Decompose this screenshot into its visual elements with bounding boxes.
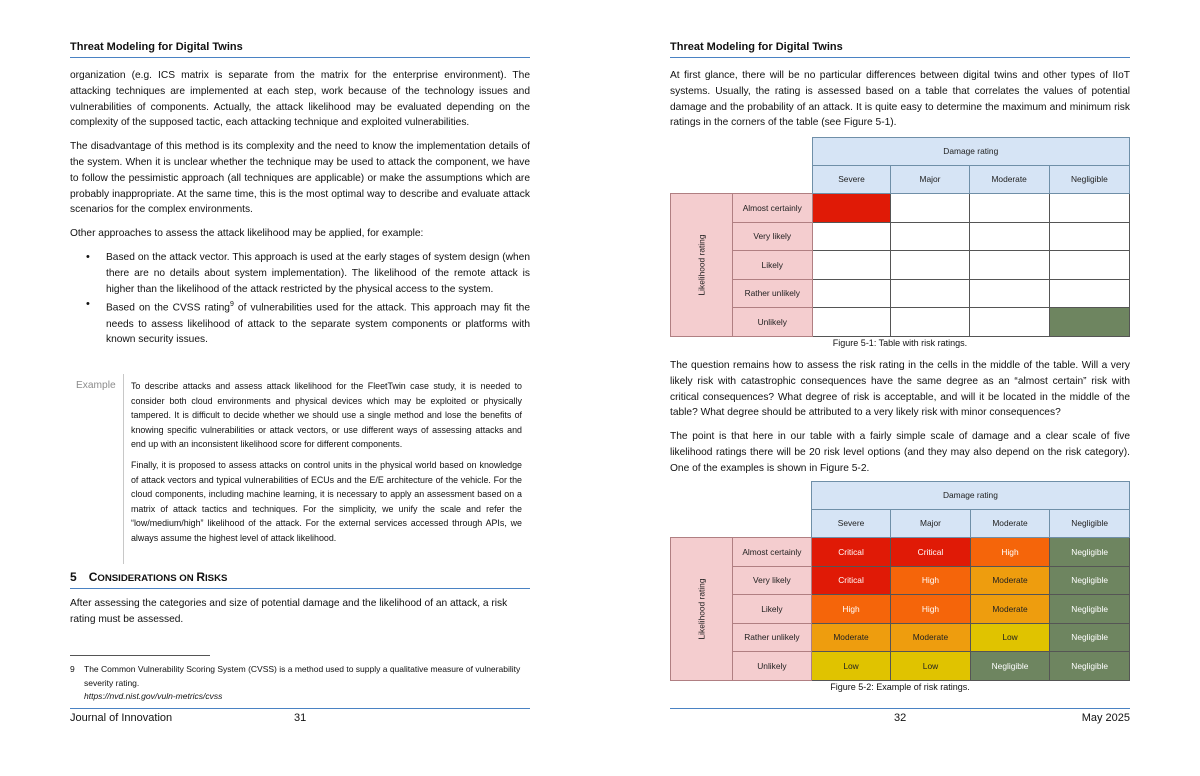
bullet-list xyxy=(70,250,530,348)
risk-cell xyxy=(969,308,1049,337)
risk-cell xyxy=(812,194,891,223)
risk-cell xyxy=(1049,251,1129,280)
table-row xyxy=(671,623,1130,652)
table-row xyxy=(671,279,1130,308)
paragraph: The disadvantage of this method is its complexity and the need to know the implementation details of the system. When it is unclear whether the technique may be used to attack the component, we have to follow the pessimistic approach (all techniques are applicable) or make the assumptions which are probably inappropriate. At the same time, this is the most optimal way to describe and evaluate attack scenarios for the complex environments. xyxy=(70,141,530,216)
table-row xyxy=(671,222,1130,251)
paragraph: At first glance, there will be no particular differences between digital twins and other types of IIoT systems. Usually, the rating is assessed based on a table that correlates the values of potential damage and the probability of an attack. It is quite easy to determine the maximum and minimum risk ratings in the corners of the table (see Figure 5-1). xyxy=(670,70,1130,129)
right-page xyxy=(670,0,1130,776)
paragraph: Other approaches to assess the attack likelihood may be applied, for example: xyxy=(70,228,424,240)
table-row xyxy=(671,652,1130,681)
table-row xyxy=(671,308,1130,337)
paragraph: The point is that here in our table with a fairly simple scale of damage and a clear scale of five likelihood ratings there will be 20 risk level options (and they may also depend on the risk category). One of the examples is shown in Figure 5-2. xyxy=(670,431,1130,474)
list-item xyxy=(106,250,530,297)
footer-journal: Journal of Innovation xyxy=(70,712,173,724)
risk-cell: Critical xyxy=(811,538,890,567)
risk-cell: Negligible xyxy=(1050,652,1130,681)
risk-cell xyxy=(812,308,891,337)
risk-table-figure-5-1 xyxy=(670,137,1130,337)
section-title-part: ONSIDERATIONS ON xyxy=(97,573,197,584)
damage-column-header: Negligible xyxy=(1050,509,1130,538)
risk-cell xyxy=(969,279,1049,308)
risk-cell: Moderate xyxy=(811,623,890,652)
example-paragraph: To describe attacks and assess attack likelihood for the FleetTwin case study, it is needed to consider both cloud environments and physical devices which may be exploited or physically tampered. It is difficult to decide whether we should use a single method and lose the benefits of knowing specific vulnerabilities or attack vectors, or use different ways of assessing attacks and end up with an inconsistent likelihood score for different components. xyxy=(131,381,522,450)
risk-cell: Moderate xyxy=(970,595,1050,624)
footnote xyxy=(70,663,530,704)
figure-caption: Figure 5-1: Table with risk ratings. xyxy=(832,338,968,348)
footnote-ref: 9 xyxy=(229,301,234,309)
risk-cell: High xyxy=(811,595,890,624)
page-number: 32 xyxy=(894,712,907,724)
risk-cell: Negligible xyxy=(1050,566,1130,595)
likelihood-row-header: Almost certainly xyxy=(733,194,813,223)
table-corner xyxy=(671,138,813,166)
example-label: Example xyxy=(76,380,116,391)
page-number: 31 xyxy=(294,712,307,724)
section-title-part: R xyxy=(196,570,205,584)
example-paragraph: Finally, it is proposed to assess attacks on control units in the physical world based on knowledge of attack vectors and typical vulnerabilities of ECUs and the E/E architecture of the vehicle. For the cloud components, including machine learning, it is necessary to apply an assessment based on a matrix of attack tactics and techniques. For the simplicity, we unify the scale and refer the “low/medium/high” likelihood of the attack. For the external services accessed through APIs, we always assume the highest level of attack likelihood. xyxy=(131,459,522,543)
footer-rule xyxy=(670,708,1130,709)
damage-column-header: Negligible xyxy=(1049,165,1129,194)
likelihood-row-header: Unlikely xyxy=(733,652,812,681)
example-text xyxy=(131,379,522,552)
table-row xyxy=(671,538,1130,567)
damage-column-header: Major xyxy=(891,165,969,194)
damage-rating-header: Damage rating xyxy=(812,138,1129,166)
table-row xyxy=(671,194,1130,223)
risk-cell: Low xyxy=(811,652,890,681)
left-page xyxy=(70,0,530,776)
risk-cell xyxy=(891,222,969,251)
risk-cell xyxy=(969,194,1049,223)
likelihood-rating-header xyxy=(671,538,733,681)
table-corner xyxy=(671,482,812,510)
risk-cell xyxy=(969,251,1049,280)
risk-cell: Moderate xyxy=(970,566,1050,595)
risk-cell: Critical xyxy=(891,538,970,567)
risk-cell xyxy=(1049,194,1129,223)
likelihood-row-header: Likely xyxy=(733,251,813,280)
paragraph: After assessing the categories and size of potential damage and the likelihood of an attack, a risk rating must be assessed. xyxy=(70,598,508,625)
running-head: Threat Modeling for Digital Twins xyxy=(70,41,530,58)
damage-column-header: Moderate xyxy=(969,165,1049,194)
risk-cell xyxy=(891,308,969,337)
likelihood-row-header: Rather unlikely xyxy=(733,623,812,652)
list-item-text: Based on the attack vector. This approach is used at the early stages of system design (when there are no details about system implementation). The likelihood of the remote attack is higher than the likelihood of the attack restricted by the physical access to the system. xyxy=(106,251,530,295)
likelihood-row-header: Very likely xyxy=(733,566,812,595)
risk-cell: Negligible xyxy=(1050,595,1130,624)
section-number: 5 xyxy=(70,570,77,584)
damage-column-header: Severe xyxy=(812,165,891,194)
paragraph: organization (e.g. ICS matrix is separate from the matrix for the enterprise environment). The attacking techniques are implemented at each step, work because of the technology issues and vulnerabilities of components. Actually, the attack likelihood may be evaluated depending on the complexity of the supposed tactic, each attacking technique and exploited vulnerabilities. xyxy=(70,70,530,129)
likelihood-row-header: Likely xyxy=(733,595,812,624)
figure-caption: Figure 5-2: Example of risk ratings. xyxy=(830,682,970,692)
risk-cell: Negligible xyxy=(1050,623,1130,652)
risk-cell xyxy=(812,279,891,308)
likelihood-row-header: Almost certainly xyxy=(733,538,812,567)
risk-cell: Negligible xyxy=(1050,538,1130,567)
risk-cell: High xyxy=(970,538,1050,567)
risk-table-figure-5-2 xyxy=(670,481,1130,681)
body-text xyxy=(70,68,530,348)
footer-rule xyxy=(70,708,530,709)
table-corner xyxy=(671,165,813,194)
section-title-part: ISKS xyxy=(205,573,228,584)
risk-cell xyxy=(812,222,891,251)
risk-cell: Critical xyxy=(811,566,890,595)
risk-cell: High xyxy=(891,566,970,595)
likelihood-row-header: Very likely xyxy=(733,222,813,251)
risk-cell xyxy=(891,279,969,308)
list-item-text: Based on the CVSS rating xyxy=(106,302,230,314)
risk-cell: Negligible xyxy=(970,652,1050,681)
likelihood-rating-header xyxy=(671,194,733,337)
running-head: Threat Modeling for Digital Twins xyxy=(670,41,1130,58)
list-item-text: of vulnerabilities used for the attack. This approach may fit the needs to assess likelihood of attack to the separate system components or platforms with known security issues. xyxy=(106,302,530,346)
risk-cell xyxy=(891,194,969,223)
list-item xyxy=(106,297,530,348)
section-body xyxy=(70,596,530,636)
risk-cell: Moderate xyxy=(891,623,970,652)
footnote-url[interactable]: https://nvd.nist.gov/vuln-metrics/cvss xyxy=(84,691,223,702)
table-corner xyxy=(671,509,812,538)
section-title-part: C xyxy=(88,570,98,584)
risk-cell xyxy=(812,251,891,280)
risk-cell xyxy=(1049,308,1129,337)
damage-column-header: Severe xyxy=(811,509,890,538)
section-heading xyxy=(70,570,530,589)
footnote-text: The Common Vulnerability Scoring System (CVSS) is a method used to supply a qualitative measure of vulnerability severity rating. xyxy=(84,664,521,688)
table-row xyxy=(671,566,1130,595)
risk-cell xyxy=(969,222,1049,251)
risk-cell: High xyxy=(891,595,970,624)
risk-cell xyxy=(1049,279,1129,308)
likelihood-row-header: Rather unlikely xyxy=(733,279,813,308)
body-text xyxy=(670,68,1130,139)
likelihood-rating-label: Likelihood rating xyxy=(696,234,707,296)
risk-cell: Low xyxy=(970,623,1050,652)
footnote-mark: 9 xyxy=(70,664,75,674)
likelihood-row-header: Unlikely xyxy=(733,308,813,337)
risk-cell: Low xyxy=(891,652,970,681)
footer-date: May 2025 xyxy=(1081,712,1130,724)
body-text xyxy=(670,358,1130,485)
paragraph: The question remains how to assess the risk rating in the cells in the middle of the table. Will a very likely risk with catastrophic consequences have the same degree as an “almost certain” risk with critical consequences? What degree of risk is acceptable, and will it be located in the middle of the table? What degree should be attributed to a very likely risk with minor consequences? xyxy=(670,360,1130,419)
example-divider xyxy=(123,374,124,564)
damage-column-header: Major xyxy=(891,509,970,538)
footnote-rule xyxy=(70,655,210,656)
damage-rating-header: Damage rating xyxy=(811,482,1129,510)
footnote-body xyxy=(84,663,530,704)
likelihood-rating-label: Likelihood rating xyxy=(696,578,707,640)
table-row xyxy=(671,595,1130,624)
table-row xyxy=(671,251,1130,280)
risk-cell xyxy=(891,251,969,280)
risk-cell xyxy=(1049,222,1129,251)
damage-column-header: Moderate xyxy=(970,509,1050,538)
